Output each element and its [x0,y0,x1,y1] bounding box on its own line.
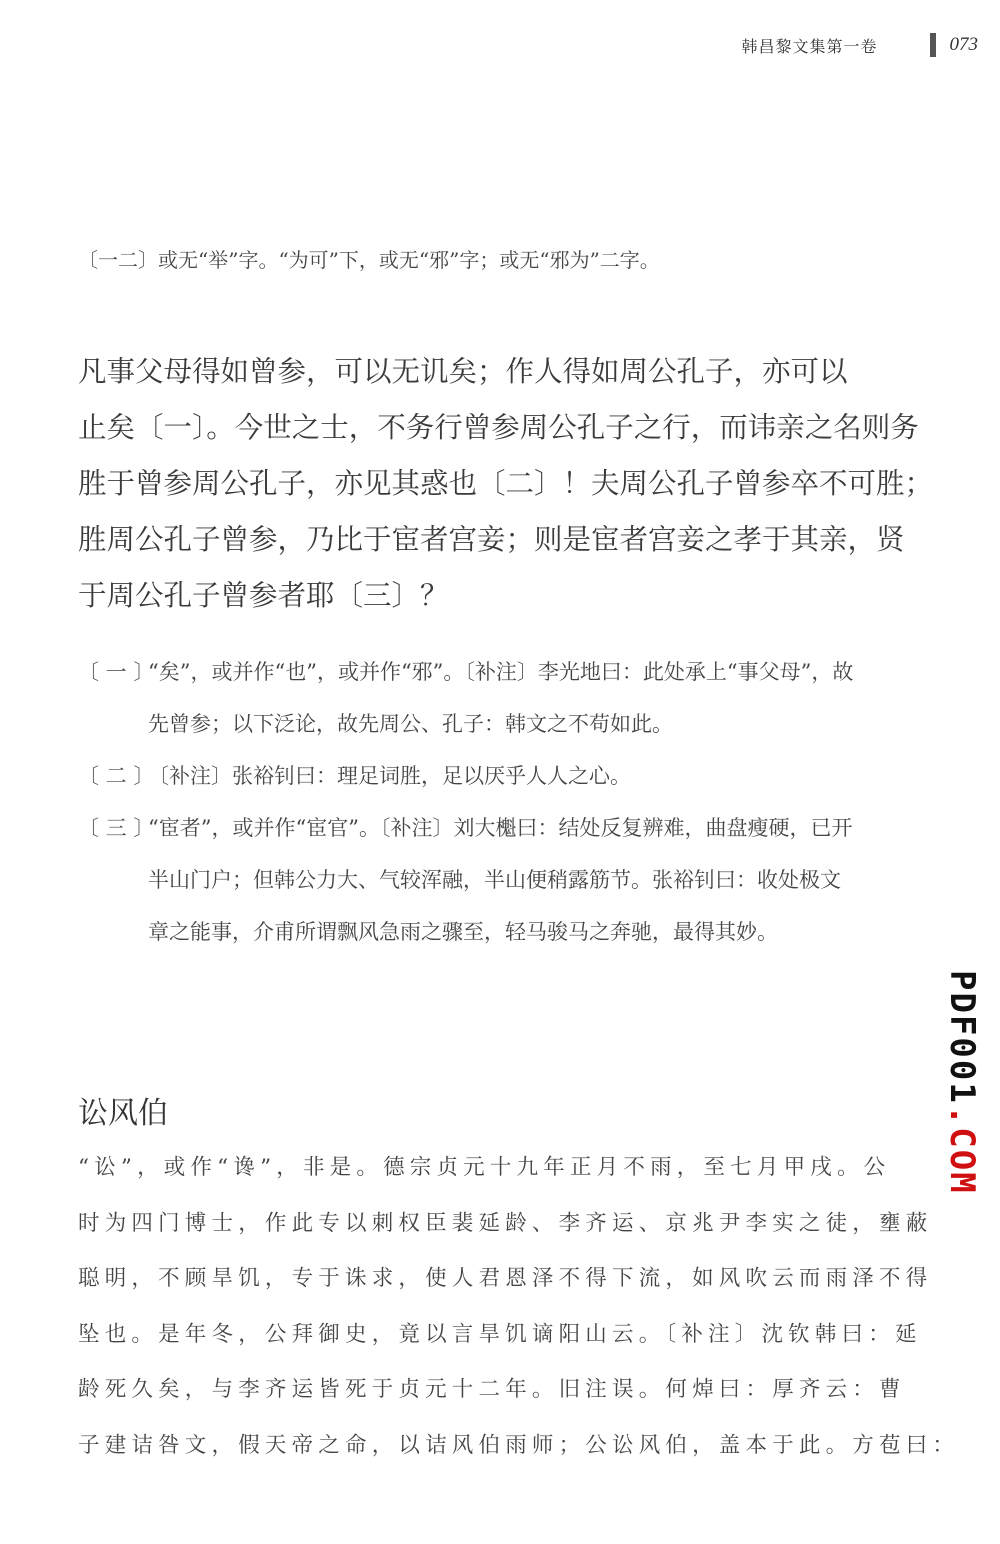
commentary-line: 龄死久矣，与李齐运皆死于贞元十二年。旧注误。何焯曰：厚齐云：曹 [78,1377,906,1402]
footnotes [78,646,908,958]
watermark-text: PDF001 [942,970,982,1105]
top-footnote: 〔一二〕或无“举”字。“为可”下，或无“邪”字；或无“邪为”二字。 [78,248,660,272]
commentary-line: 坠也。是年冬，公拜御史，竟以言旱饥谪阳山云。〔补注〕沈钦韩曰：延 [78,1321,922,1347]
commentary-line: 子建诘咎文，假天帝之命，以诘风伯雨师；公讼风伯，盖本于此。方苞曰： [78,1432,960,1458]
main-text-line: 于周公孔子曾参者耶〔三〕？ [78,579,449,612]
footnote-number: 〔 二 〕 [78,764,155,788]
main-text-line: 胜周公孔子曾参，乃比于宦者宫妾；则是宦者宫妾之孝于其亲，贤 [78,523,905,556]
footnote-2 [78,750,908,802]
footnote-line: 先曾参；以下泛论，故先周公、孔子：韩文之不苟如此。 [148,712,673,736]
footnote-line: “宦者”，或并作“宦官”。〔补注〕刘大櫆曰：结处反复辨难，曲盘瘦硬，已开 [148,816,853,840]
commentary-line: 时为四门博士，作此专以刺权臣裴延龄、李齐运、京兆尹李实之徒，壅蔽 [78,1210,933,1236]
main-text-line: 凡事父母得如曾参，可以无讥矣；作人得如周公孔子，亦可以 [78,355,848,388]
page-number: 073 [949,34,978,55]
section-title: 讼风伯 [78,1096,168,1131]
footnote-3 [78,802,908,958]
main-text [78,344,934,624]
footnote-number: 〔 一 〕 [78,660,155,684]
main-text-line: 胜于曾参周公孔子，亦见其惑也〔二〕！夫周公孔子曾参卒不可胜； [78,467,934,500]
footnote-line: “矣”，或并作“也”，或并作“邪”。〔补注〕李光地曰：此处承上“事父母”，故 [148,660,854,684]
watermark-domain: .COM [942,1104,982,1195]
footnote-number: 〔 三 〕 [78,816,155,840]
main-text-line: 止矣〔一〕。今世之士，不务行曾参周公孔子之行，而讳亲之名则务 [78,411,919,444]
running-title: 韩昌黎文集第一卷 [741,36,878,56]
commentary-line: “讼”，或作“谗”，非是。德宗贞元十九年正月不雨，至七月甲戌。公 [78,1155,891,1180]
footnote-1 [78,646,908,750]
header-divider-bar [930,33,936,57]
footnote-line: 章之能事，介甫所谓飘风急雨之骤至，轻马骏马之奔驰，最得其妙。 [148,920,778,944]
commentary-line: 聪明，不顾旱饥，专于诛求，使人君恩泽不得下流，如风吹云而雨泽不得 [78,1266,933,1291]
footnote-line: 〔补注〕张裕钊曰：理足词胜，足以厌乎人人之心。 [148,764,631,788]
footnote-line: 半山门户；但韩公力大、气较浑融，半山便稍露筋节。张裕钊曰：收处极文 [148,868,841,892]
section-commentary [78,1140,960,1473]
page-header [741,30,978,60]
watermark-logo [942,970,982,1195]
